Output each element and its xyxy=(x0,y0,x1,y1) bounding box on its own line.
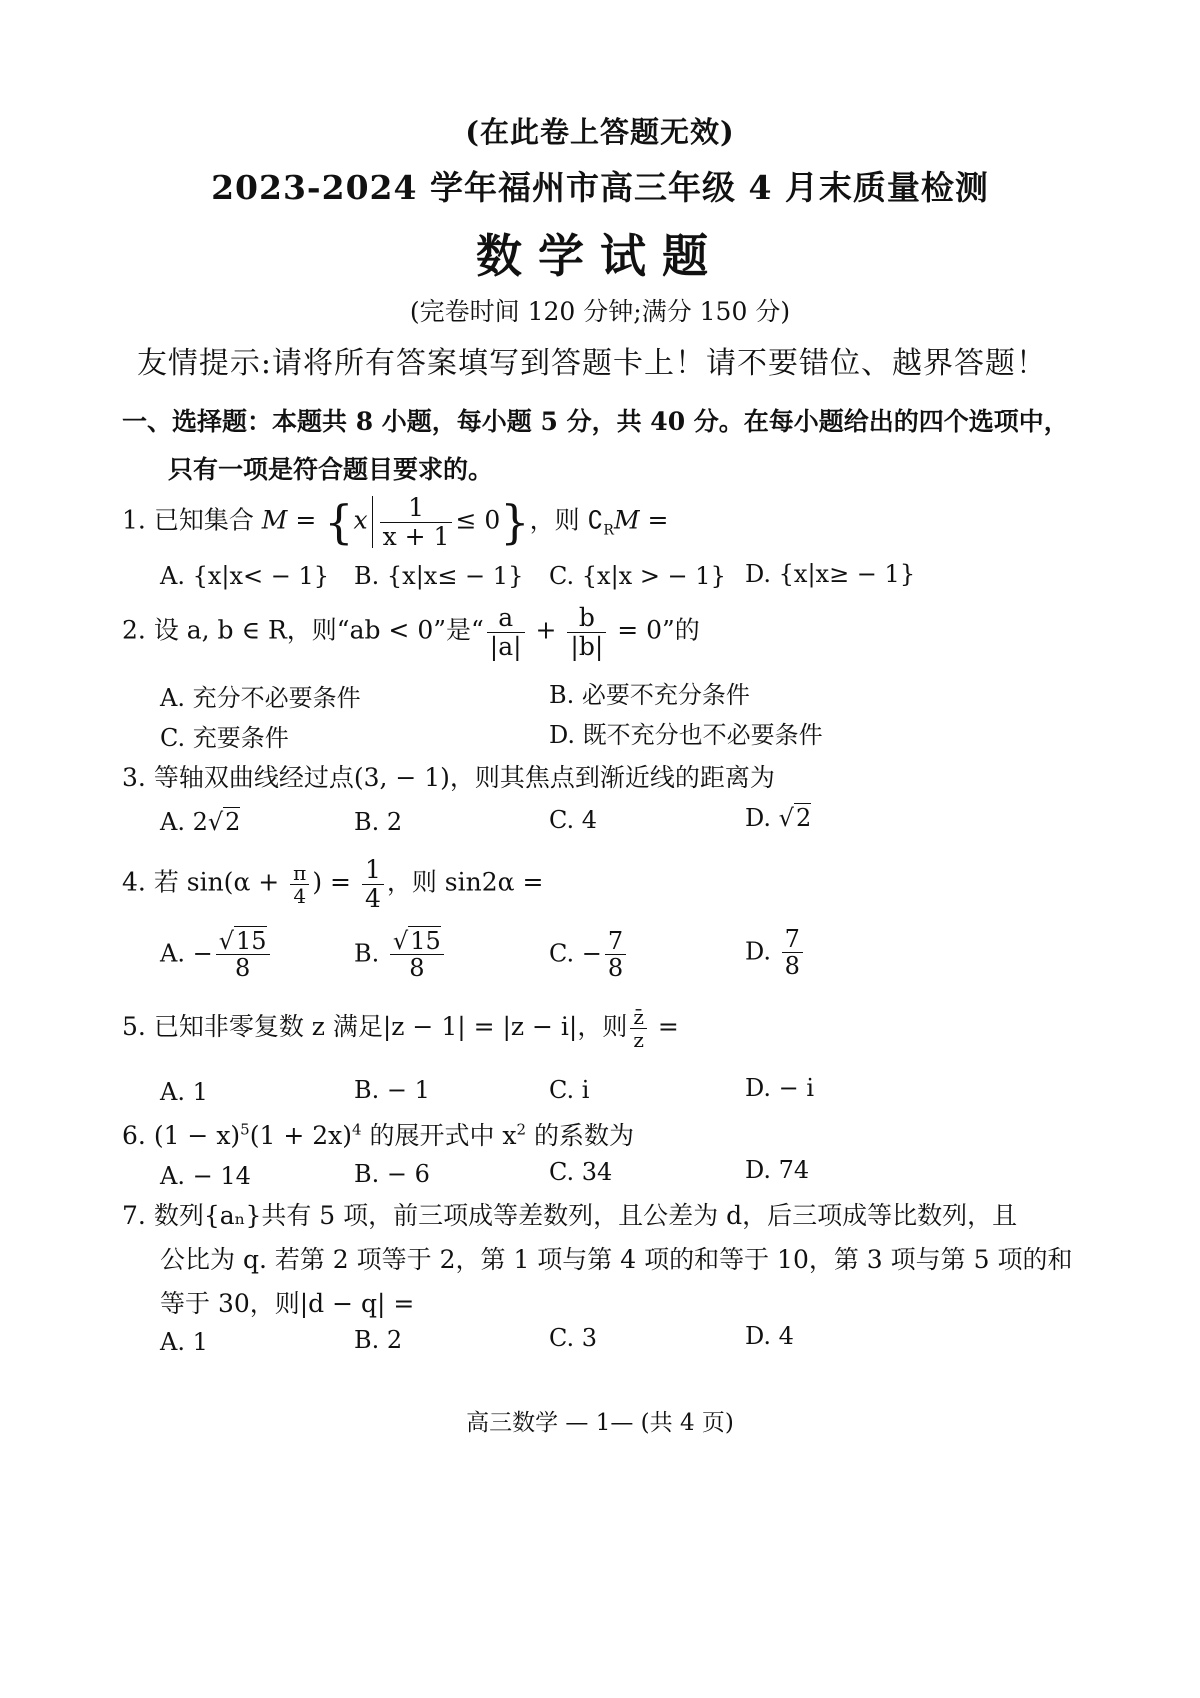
fraction: $\frac{\pi}{4}$ xyxy=(290,862,309,907)
q3-option-d: D. √2 xyxy=(745,804,812,832)
question-3 xyxy=(122,758,775,794)
q4-option-b: B. $\frac{√15}{8}$ xyxy=(354,928,447,982)
question-number: 2. xyxy=(122,615,146,645)
q2-option-a: A. 充分不必要条件 xyxy=(160,684,361,712)
q2-option-d: D. 既不充分也不必要条件 xyxy=(549,721,823,749)
left-brace: { xyxy=(324,495,354,549)
question-number: 5. xyxy=(122,1012,146,1041)
q2-option-b: B. 必要不充分条件 xyxy=(549,681,750,709)
question-text: 等轴双曲线经过点(3, − 1)，则其焦点到渐近线的距离为 xyxy=(153,763,775,792)
q4-option-c: C. − $\frac{7}{8}$ xyxy=(549,928,629,982)
q3-option-a: A. 2√2 xyxy=(160,808,241,836)
set-bar xyxy=(372,496,373,548)
question-2: 2. 设 a, b ∈ R，则“ab < 0”是“ $\frac{a}{|a|}$ + $\frac{b}{|b|}$ = 0”的 xyxy=(122,603,700,661)
question-7-line3: 等于 30，则|d − q| = xyxy=(160,1289,415,1318)
q1-option-d: D. {x|x≥ − 1} xyxy=(745,560,916,588)
fraction: $\frac{z̄}{z}$ xyxy=(630,1006,647,1051)
question-text: 已知集合 xyxy=(153,505,262,535)
q6-option-d: D. 74 xyxy=(745,1156,810,1184)
q3-option-b: B. 2 xyxy=(354,808,403,836)
q1-option-b: B. {x|x≤ − 1} xyxy=(354,562,524,590)
fraction: $\frac{1}{4}$ xyxy=(362,856,384,912)
q5-option-b: B. − 1 xyxy=(354,1076,430,1104)
q4-option-a: A. − $\frac{√15}{8}$ xyxy=(160,928,273,982)
subject-title: 数学试题 xyxy=(476,229,724,283)
q1-option-c: C. {x|x > − 1} xyxy=(549,562,726,590)
exam-title: 2023-2024 学年福州市高三年级 4 月末质量检测 xyxy=(211,168,989,207)
question-number: 6. xyxy=(122,1121,146,1150)
question-number: 3. xyxy=(122,763,146,792)
right-brace: } xyxy=(500,495,530,549)
page-footer: 高三数学 — 1— (共 4 页) xyxy=(466,1410,734,1436)
reminder: 友情提示:请将所有答案填写到答题卡上！请不要错位、越界答题！ xyxy=(136,346,1048,381)
question-1: 1. 已知集合 M = {x $\frac{1}{x + 1}$ ≤ 0}，则 $∁_RM$ = xyxy=(122,493,669,551)
fraction: $\frac{1}{x + 1}$ xyxy=(380,494,453,550)
question-4: 4. 若 sin(α + $\frac{\pi}{4}$ ) = $\frac{1}{4}$ ，则 sin2α = xyxy=(122,855,544,913)
q6-option-b: B. − 6 xyxy=(354,1160,430,1188)
fraction: $\frac{a}{|a|}$ xyxy=(487,604,525,660)
q7-option-c: C. 3 xyxy=(549,1324,598,1352)
question-number: 4. xyxy=(122,867,146,897)
q1-option-a: A. {x|x< − 1} xyxy=(160,562,330,590)
q5-option-a: A. 1 xyxy=(160,1078,208,1106)
question-6: 6. $(1 - x)^5(1 + 2x)^4$ 的展开式中 $x^2$ 的系数为 xyxy=(122,1120,635,1150)
section1-title-line1: 一、选择题：本题共 8 小题，每小题 5 分，共 40 分。在每小题给出的四个选项中， xyxy=(122,407,1069,436)
q3-option-c: C. 4 xyxy=(549,806,598,834)
question-5: 5. 已知非零复数 z 满足|z − 1| = |z − i|，则 $\frac{z̄}{z}$ = xyxy=(122,1005,679,1052)
q5-option-c: C. i xyxy=(549,1076,590,1104)
question-number: 7. xyxy=(122,1201,146,1230)
q5-option-d: D. − i xyxy=(745,1074,815,1102)
invalid-answer-notice: (在此卷上答题无效) xyxy=(465,115,735,149)
question-number: 1. xyxy=(122,505,146,535)
question-text-line1: 数列{aₙ}共有 5 项，前三项成等差数列，且公差为 d，后三项成等比数列，且 xyxy=(153,1201,1018,1230)
q7-option-a: A. 1 xyxy=(160,1328,208,1356)
q7-option-b: B. 2 xyxy=(354,1326,403,1354)
section1-title-line2: 只有一项是符合题目要求的。 xyxy=(168,455,494,484)
q6-option-a: A. − 14 xyxy=(160,1162,251,1190)
question-7 xyxy=(122,1196,1017,1232)
q7-option-d: D. 4 xyxy=(745,1322,794,1350)
q2-option-c: C. 充要条件 xyxy=(160,724,289,752)
q6-option-c: C. 34 xyxy=(549,1158,613,1186)
fraction: $\frac{b}{|b|}$ xyxy=(567,604,606,660)
q4-option-d: D. $\frac{7}{8}$ xyxy=(745,926,806,980)
question-7-line2: 公比为 q. 若第 2 项等于 2，第 1 项与第 4 项的和等于 10，第 3 项与第 5 项的和 xyxy=(160,1245,1073,1274)
time-info: (完卷时间 120 分钟;满分 150 分) xyxy=(409,297,791,326)
